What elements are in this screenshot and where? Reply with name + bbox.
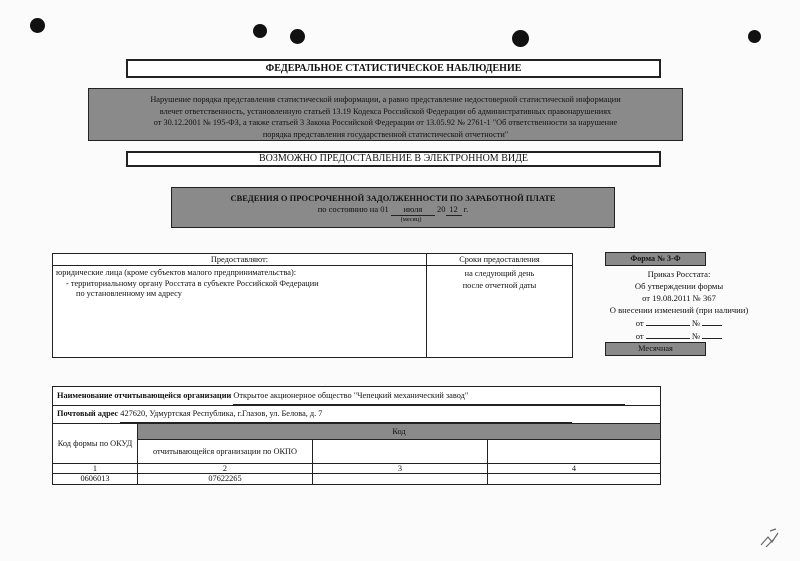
report-month: июля xyxy=(391,204,435,216)
submitters-cell xyxy=(53,266,427,358)
report-year: 12 xyxy=(446,204,462,216)
liability-warning xyxy=(88,88,683,141)
okud-value: 0606013 xyxy=(53,474,138,485)
from-label-1: от xyxy=(635,318,644,328)
order-line-1: Приказ Росстата: xyxy=(647,269,711,279)
code-header-col-3 xyxy=(313,440,488,464)
from-label-2: от xyxy=(635,331,644,341)
organization-table xyxy=(52,386,661,485)
month-caption: (месяц) xyxy=(400,216,422,223)
changes-line: О внесении изменений (при наличии) xyxy=(609,305,749,315)
number-label-2: № xyxy=(691,331,701,341)
report-title-block xyxy=(171,187,615,228)
code-header-col-4 xyxy=(488,440,661,464)
okud-header: Код формы по ОКУД xyxy=(53,424,138,464)
code-value-col-3 xyxy=(313,474,488,485)
col-number-4: 4 xyxy=(488,464,661,474)
col-number-1: 1 xyxy=(53,464,138,474)
deadline-line-2: после отчетной даты xyxy=(462,281,537,290)
okpo-header: отчитывающейся организации по ОКПО xyxy=(138,440,313,464)
code-value-col-4 xyxy=(488,474,661,485)
legal-entities-text: юридические лица (кроме субъектов малого предпринимательства): xyxy=(56,268,297,277)
punch-hole-2 xyxy=(253,24,267,38)
form-number-badge: Форма № 3-Ф xyxy=(605,252,706,266)
deadline-cell xyxy=(427,266,573,358)
as-of-label: по состоянию на 01 xyxy=(317,204,389,214)
deadline-header: Сроки предоставления xyxy=(427,254,573,266)
warning-line-3: от 30.12.2001 № 195-ФЗ, а также статьей 3 Закона Российской Федерации от 13.05.92 № 2761-1 "Об ответственности за нарушение xyxy=(153,118,618,127)
periodicity-badge: Месячная xyxy=(605,342,706,356)
address-note-text: по установленному им адресу xyxy=(76,289,182,298)
change-date-field-2 xyxy=(646,329,690,339)
report-title: СВЕДЕНИЯ О ПРОСРОЧЕННОЙ ЗАДОЛЖЕННОСТИ ПО ЗАРАБОТНОЙ ПЛАТЕ xyxy=(230,193,556,203)
address-row xyxy=(53,406,661,424)
scan-mark-icon xyxy=(758,525,784,551)
code-header: Код xyxy=(138,424,661,440)
org-name-value: Открытое акционерное общество "Чепецкий механический завод" xyxy=(233,387,625,405)
warning-line-1: Нарушение порядка представления статистической информации, а равно представление недостоверной статистической информации xyxy=(150,95,621,104)
okpo-value: 07622265 xyxy=(138,474,313,485)
number-label-1: № xyxy=(691,318,701,328)
warning-line-4: порядка представления государственной статистической отчетности" xyxy=(262,129,509,139)
order-line-2: Об утверждении формы xyxy=(634,281,724,291)
changes-row-2 xyxy=(584,329,774,342)
deadline-line-1: на следующий день xyxy=(464,269,535,278)
change-number-field-2 xyxy=(702,329,722,339)
submitters-table xyxy=(52,253,573,358)
punch-hole-5 xyxy=(748,30,761,43)
address-label: Почтовый адрес xyxy=(57,409,119,418)
change-number-field-1 xyxy=(702,316,722,326)
punch-hole-4 xyxy=(512,30,529,47)
order-info xyxy=(584,268,774,342)
report-date-line xyxy=(172,204,614,216)
address-value: 427620, Удмуртская Республика, г.Глазов, ул. Белова, д. 7 xyxy=(120,406,572,423)
year-suffix: г. xyxy=(463,204,469,214)
territorial-body-text: - территориальному органу Росстата в субъекте Российской Федерации xyxy=(66,278,319,288)
org-name-label: Наименование отчитывающейся организации xyxy=(57,391,232,400)
submitters-header: Предоставляют: xyxy=(53,254,427,266)
electronic-submission-note: ВОЗМОЖНО ПРЕДОСТАВЛЕНИЕ В ЭЛЕКТРОННОМ ВИДЕ xyxy=(126,151,661,167)
year-prefix: 20 xyxy=(437,204,446,214)
warning-line-2: влечет ответственность, установленную статьей 13.19 Кодекса Российской Федерации об административных правонарушениях xyxy=(159,106,612,116)
col-number-2: 2 xyxy=(138,464,313,474)
org-name-row xyxy=(53,387,661,406)
change-date-field-1 xyxy=(646,316,690,326)
col-number-3: 3 xyxy=(313,464,488,474)
changes-row-1 xyxy=(584,316,774,329)
order-line-3: от 19.08.2011 № 367 xyxy=(642,293,716,303)
punch-hole-1 xyxy=(30,18,45,33)
punch-hole-3 xyxy=(290,29,305,44)
federal-observation-title: ФЕДЕРАЛЬНОЕ СТАТИСТИЧЕСКОЕ НАБЛЮДЕНИЕ xyxy=(126,59,661,78)
